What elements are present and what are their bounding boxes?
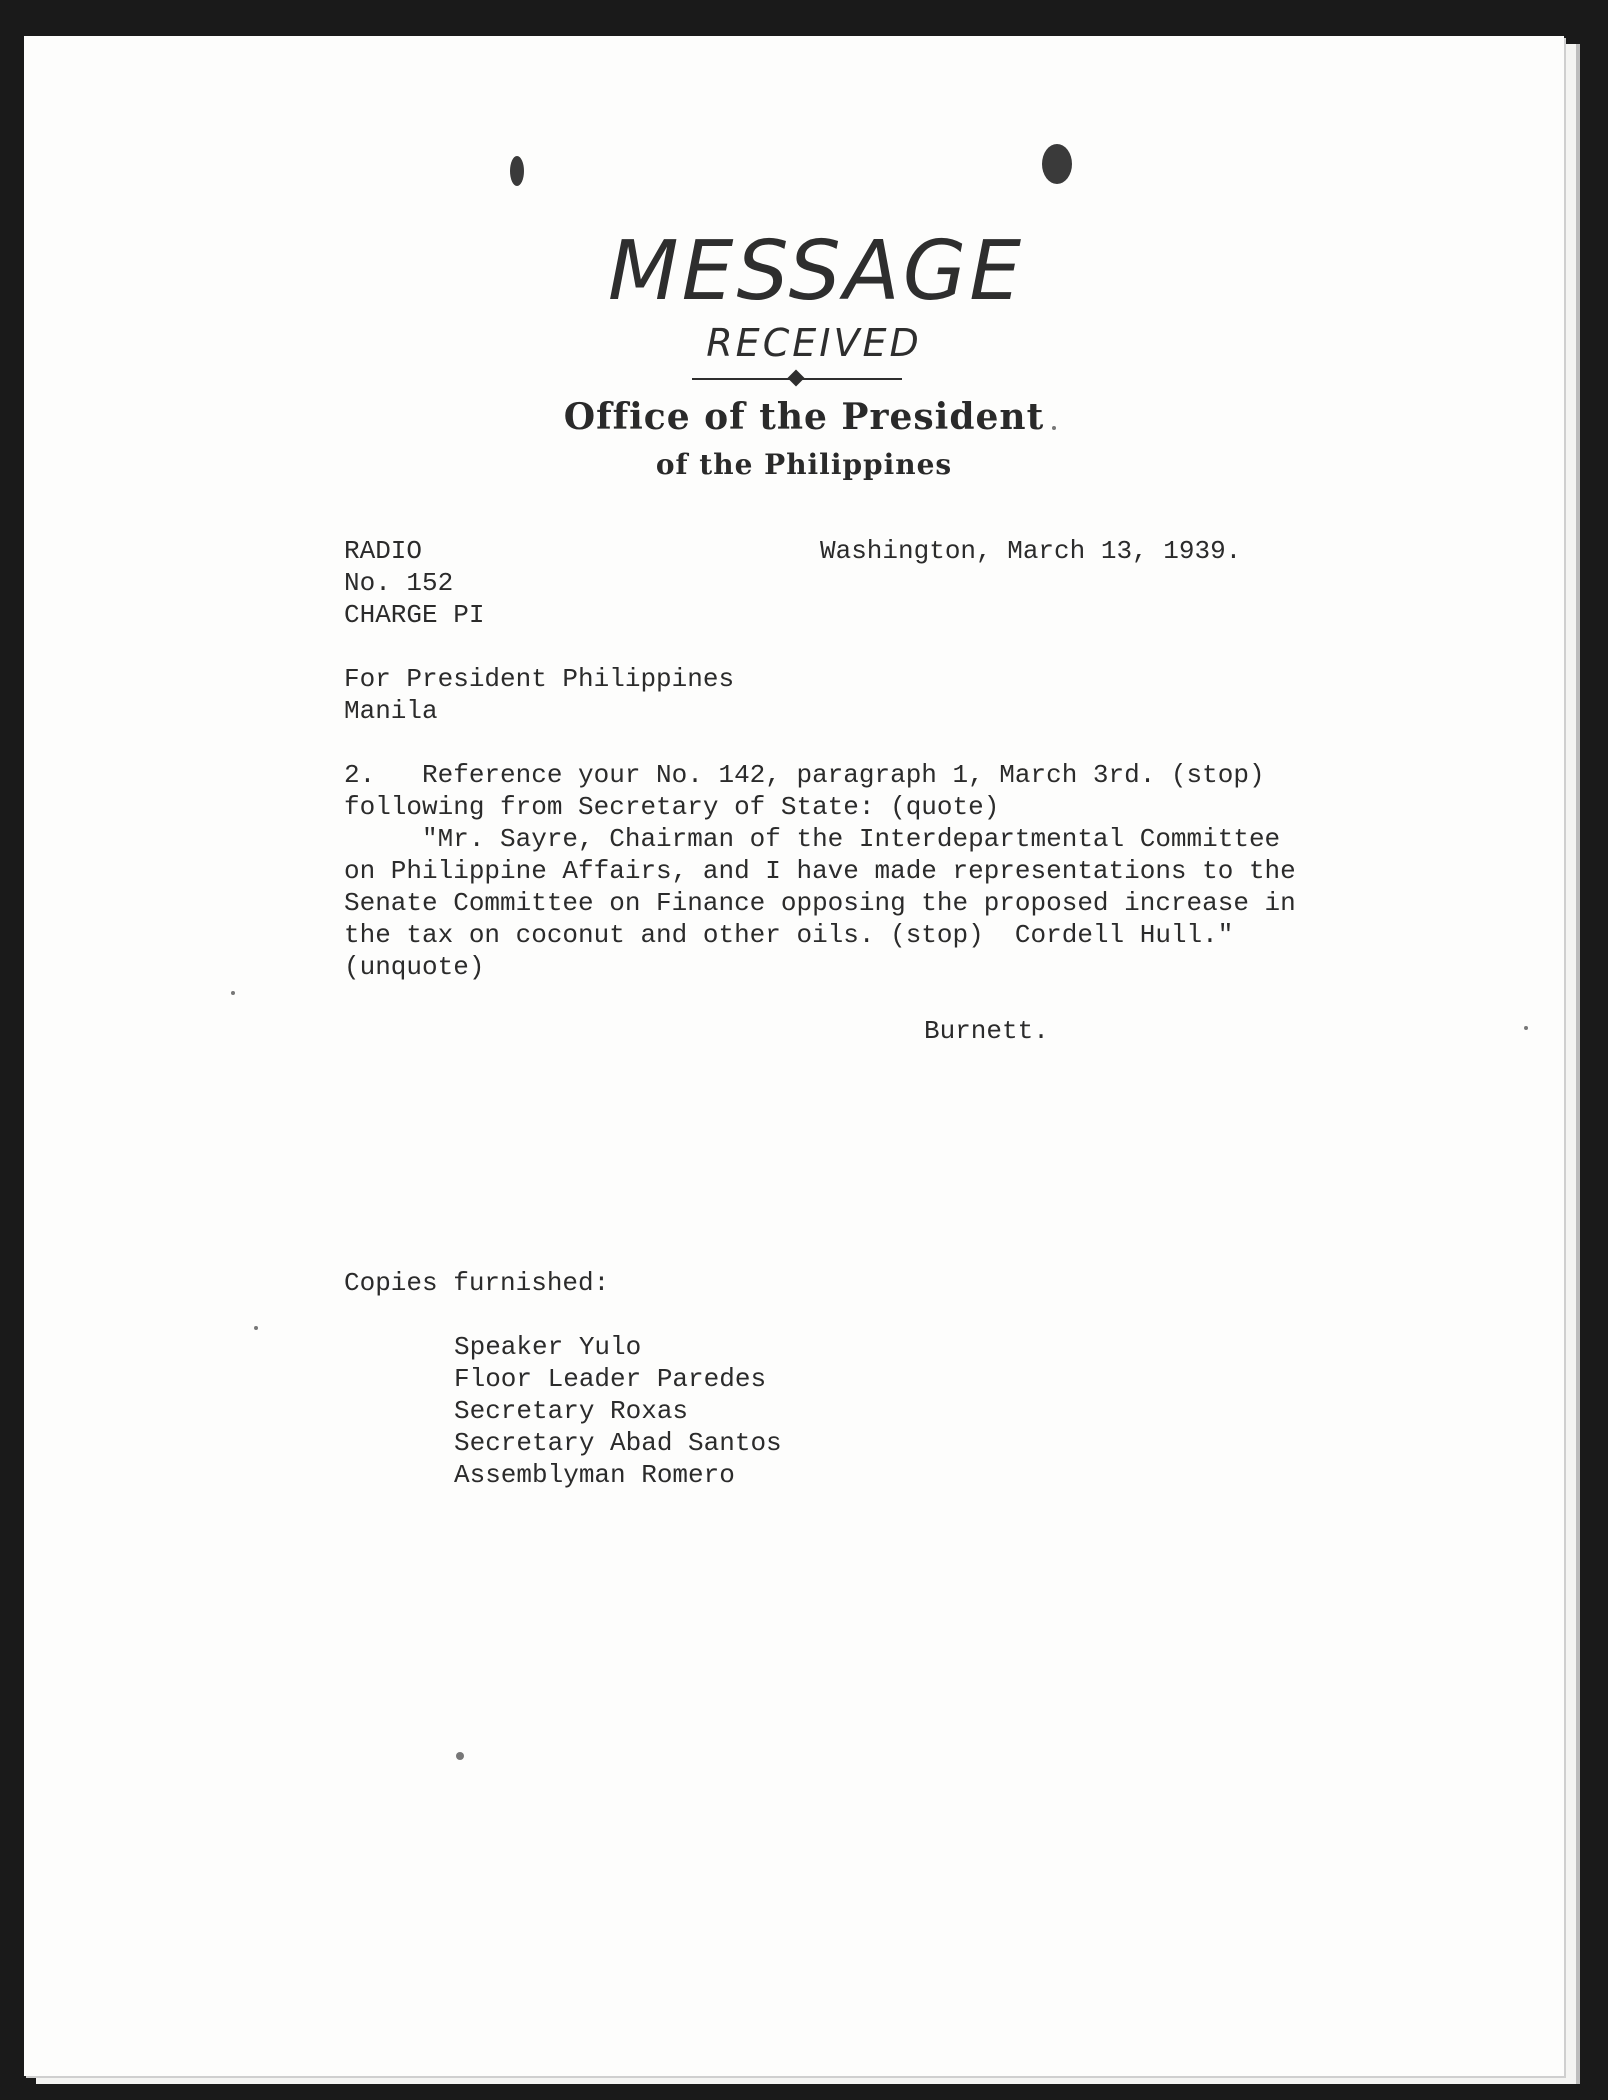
body-line: the tax on coconut and other oils. (stop) Cordell Hull." xyxy=(344,920,1234,950)
list-item: Floor Leader Paredes xyxy=(454,1364,767,1394)
punch-mark-right xyxy=(1042,144,1072,184)
addressee-city: Manila xyxy=(344,696,438,726)
list-item: Secretary Roxas xyxy=(454,1396,689,1426)
letterhead-title: MESSAGE xyxy=(607,224,1025,319)
letterhead-country: of the Philippines xyxy=(655,448,953,481)
letterhead-divider-ornament xyxy=(788,370,805,387)
list-item: Speaker Yulo xyxy=(454,1332,642,1362)
scan-speck xyxy=(456,1752,464,1760)
list-item: Secretary Abad Santos xyxy=(454,1428,782,1458)
message-charge: CHARGE PI xyxy=(344,600,485,630)
signature: Burnett. xyxy=(924,1016,1049,1046)
scan-speck xyxy=(254,1326,258,1330)
message-number: No. 152 xyxy=(344,568,454,598)
scan-speck xyxy=(1524,1026,1528,1030)
body-line: 2. Reference your No. 142, paragraph 1, March 3rd. (stop) xyxy=(344,760,1265,790)
document-page xyxy=(24,36,1564,2076)
message-type: RADIO xyxy=(344,536,423,566)
body-line: Senate Committee on Finance opposing the proposed increase in xyxy=(344,888,1296,918)
list-item: Assemblyman Romero xyxy=(454,1460,735,1490)
place-date: Washington, March 13, 1939. xyxy=(820,536,1242,566)
addressee-line: For President Philippines xyxy=(344,664,735,694)
body-line: (unquote) xyxy=(344,952,485,982)
copies-heading: Copies furnished: xyxy=(344,1268,610,1298)
letterhead-subtitle: RECEIVED xyxy=(706,321,922,365)
body-line: on Philippine Affairs, and I have made representations to the xyxy=(344,856,1296,886)
scan-speck xyxy=(1052,426,1056,430)
scan-speck xyxy=(231,991,235,995)
body-line: "Mr. Sayre, Chairman of the Interdepartmental Committee xyxy=(344,824,1281,854)
body-line: following from Secretary of State: (quote) xyxy=(344,792,1000,822)
letterhead-office: Office of the President xyxy=(563,396,1045,438)
punch-mark-left xyxy=(510,156,524,186)
